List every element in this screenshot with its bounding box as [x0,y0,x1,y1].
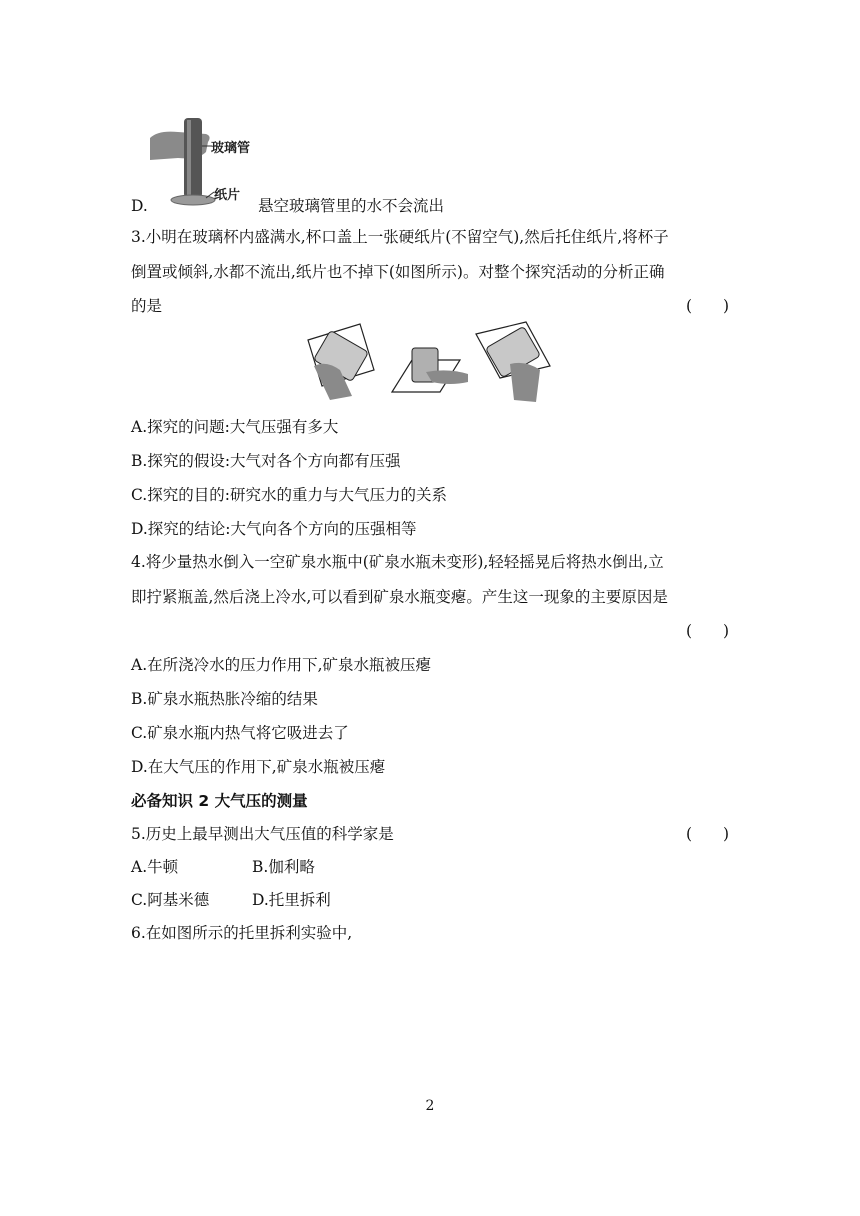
q4-stem-line2: 即拧紧瓶盖,然后浇上冷水,可以看到矿泉水瓶变瘪。产生这一现象的主要原因是 [131,588,668,606]
q3-answer-blank: ( ) [686,297,730,315]
q4-answer-blank: ( ) [686,622,730,640]
q5-option-c: C.阿基米德 [131,891,210,909]
glass-tube-illustration [148,112,268,212]
q4-option-d: D.在大气压的作用下,矿泉水瓶被压瘪 [131,758,386,776]
label-paper: 纸片 [214,188,241,203]
q5-option-a: A.牛顿 [131,858,179,876]
page-number: 2 [425,1098,435,1114]
q5-answer-blank: ( ) [686,825,730,843]
q3-option-b: B.探究的假设:大气对各个方向都有压强 [131,452,401,470]
inverted-cups-figure [300,320,560,406]
label-glass-tube: 玻璃管 [211,141,251,156]
q3-option-c: C.探究的目的:研究水的重力与大气压力的关系 [131,486,447,504]
q3-stem-line3: 的是 [131,297,163,315]
q4-option-a: A.在所浇冷水的压力作用下,矿泉水瓶被压瘪 [131,656,432,674]
q5-option-b: B.伽利略 [252,858,315,876]
q3-stem-line1: 3.小明在玻璃杯内盛满水,杯口盖上一张硬纸片(不留空气),然后托住纸片,将杯子 [131,228,669,246]
q4-option-b: B.矿泉水瓶热胀冷缩的结果 [131,690,318,708]
q3-option-a: A.探究的问题:大气压强有多大 [131,418,339,436]
q4-option-c: C.矿泉水瓶内热气将它吸进去了 [131,724,349,742]
q2-option-d-caption: 悬空玻璃管里的水不会流出 [258,197,445,215]
q5-option-d: D.托里拆利 [252,891,331,909]
inverted-cups-illustration [300,320,560,406]
q6-stem: 6.在如图所示的托里拆利实验中, [131,924,353,942]
q4-stem-line1: 4.将少量热水倒入一空矿泉水瓶中(矿泉水瓶未变形),轻轻摇晃后将热水倒出,立 [131,553,664,571]
q5-stem: 5.历史上最早测出大气压值的科学家是 [131,825,394,843]
section-heading: 必备知识 2 大气压的测量 [131,792,308,810]
q2-option-d-letter: D. [131,197,148,215]
glass-tube-figure [148,112,268,212]
q3-stem-line2: 倒置或倾斜,水都不流出,纸片也不掉下(如图所示)。对整个探究活动的分析正确 [131,263,665,281]
q3-option-d: D.探究的结论:大气向各个方向的压强相等 [131,520,417,538]
